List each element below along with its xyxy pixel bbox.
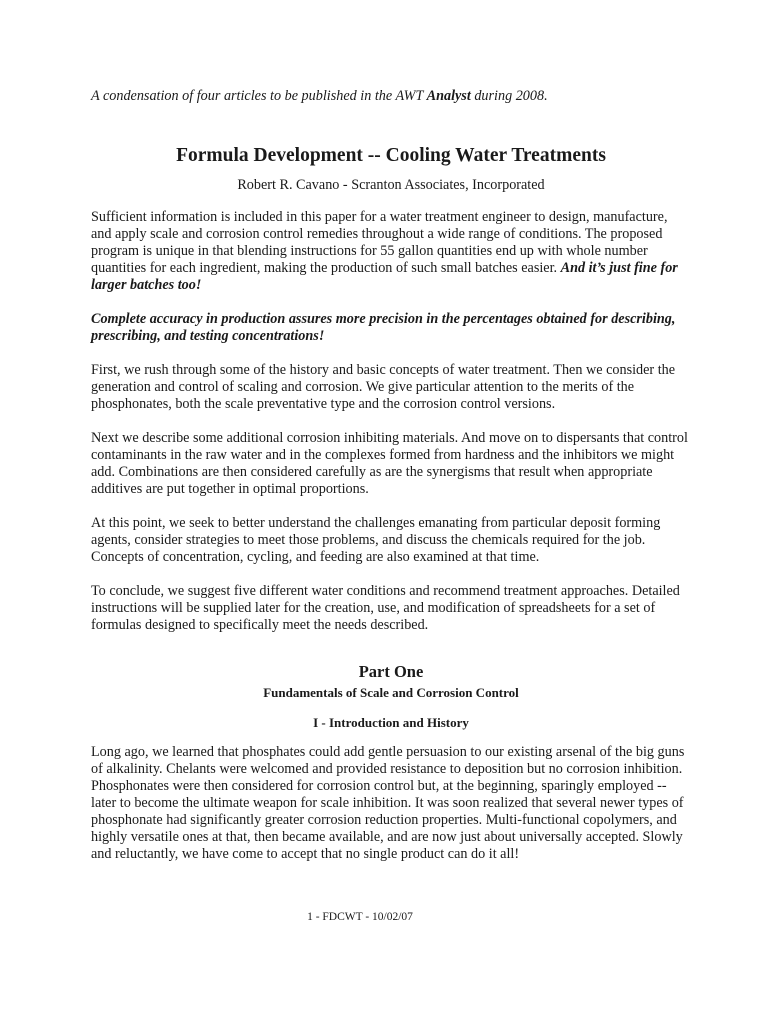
- body-paragraph-6: To conclude, we suggest five different water conditions and recommend treatment approaches. Detailed instructions will be supplied later for the creation, use, and modification of spreadsheets for a set of formulas designed to specifically meet the needs described.: [91, 583, 680, 633]
- body-paragraph-3: First, we rush through some of the history and basic concepts of water treatment. Then we consider the generation and control of scaling and corrosion. We give particular attention to the merits of the phosphonates, both the scale preventative type and the corrosion control versions.: [91, 362, 676, 412]
- intro-line: [91, 88, 691, 105]
- page-footer: 1 - FDCWT - 10/02/07: [307, 911, 413, 923]
- intro-text-post: during 2008.: [470, 88, 548, 104]
- paragraph-1-emphasis: And it’s just fine for larger batches too!: [91, 260, 678, 293]
- part-one-title: Part One: [358, 662, 424, 681]
- intro-publication-name: Analyst: [426, 88, 471, 104]
- body-paragraph-1: [91, 209, 691, 294]
- section-paragraph-1: Long ago, we learned that phosphates could add gentle persuasion to our existing arsenal of the big guns of alkalinity. Chelants were welcomed and provided resistance to deposition but no corrosion inhibition. Phosphonates were then considered for corrosion control but, at the beginning, sparingly employed -- later to become the ultimate weapon for scale inhibition. It was soon realized that several newer types of phosphonate had significantly greater corrosion reduction properties. Multi-functional copolymers, and highly versatile ones at that, then became available, and are now just about universally accepted. Slowly and reluctantly, we have come to accept that no single product can do it all!: [91, 744, 685, 862]
- part-one-subtitle: Fundamentals of Scale and Corrosion Control: [263, 685, 519, 700]
- intro-text-pre: A condensation of four articles to be published in the AWT: [91, 88, 427, 104]
- body-paragraph-2-emphasis: Complete accuracy in production assures more precision in the percentages obtained for describing, prescribing, and testing concentrations!: [91, 311, 676, 344]
- body-paragraph-4: Next we describe some additional corrosion inhibiting materials. And move on to dispersants that control contaminants in the raw water and in the complexes formed from hardness and the inhibitors we might add. Combinations are then considered carefully as are the synergisms that result when appropriate additives are put together in optimal proportions.: [91, 430, 688, 497]
- paragraph-1-text: Sufficient information is included in this paper for a water treatment engineer to design, manufacture, and apply scale and corrosion control remedies throughout a wide range of conditions. The proposed program is unique in that blending instructions for 55 gallon quantities end up with whole number quantities for each ingredient, making the production of such small batches easier.: [91, 209, 668, 276]
- document-author: Robert R. Cavano - Scranton Associates, Incorporated: [237, 177, 545, 193]
- document-title: Formula Development -- Cooling Water Treatments: [176, 145, 606, 166]
- page-content: [91, 88, 691, 863]
- body-paragraph-5: At this point, we seek to better understand the challenges emanating from particular deposit forming agents, consider strategies to meet those problems, and discuss the chemicals required for the job. Concepts of concentration, cycling, and feeding are also examined at that time.: [91, 515, 661, 565]
- section-title: I - Introduction and History: [313, 715, 469, 730]
